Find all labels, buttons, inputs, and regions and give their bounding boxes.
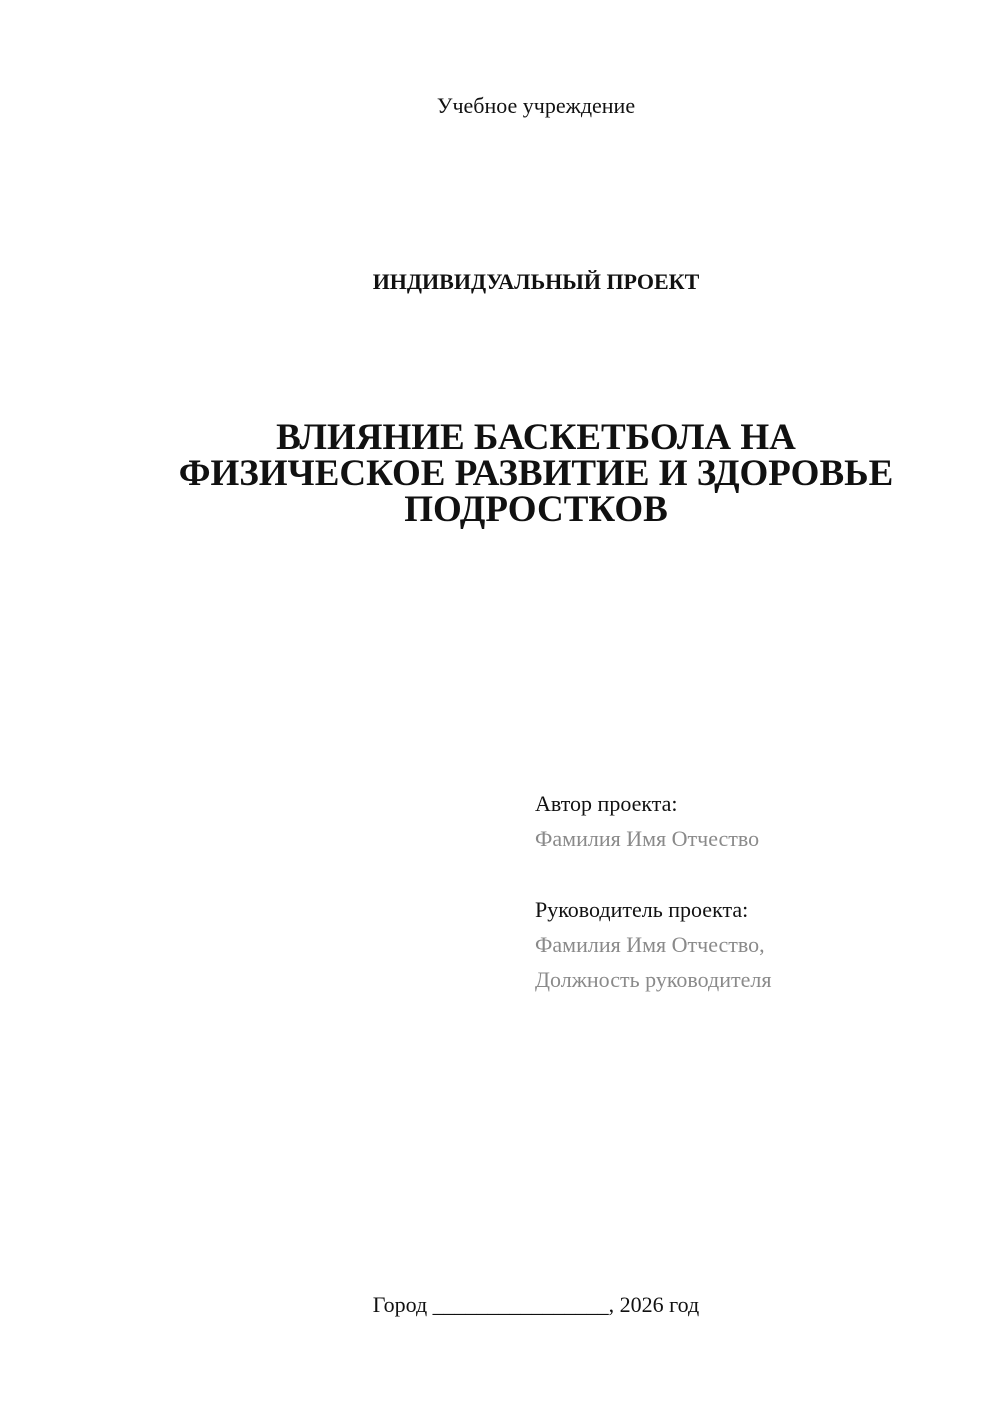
year-text: , 2026 год bbox=[608, 1292, 700, 1317]
project-title bbox=[100, 417, 972, 530]
supervisor-position-placeholder: Должность руководителя bbox=[535, 967, 772, 992]
city-label: Город bbox=[372, 1292, 428, 1317]
project-type-heading: ИНДИВИДУАЛЬНЫЙ ПРОЕКТ bbox=[372, 269, 700, 294]
supervisor-label: Руководитель проекта: bbox=[535, 897, 749, 922]
author-label: Автор проекта: bbox=[535, 791, 678, 816]
institution-name: Учебное учреждение bbox=[436, 93, 636, 118]
city-year-footer bbox=[0, 1290, 1000, 1320]
supervisor-block bbox=[535, 892, 975, 997]
city-blank-line: ________________ bbox=[432, 1292, 609, 1317]
project-title-line: ФИЗИЧЕСКОЕ РАЗВИТИЕ И ЗДОРОВЬЕ bbox=[178, 453, 894, 494]
author-name-placeholder: Фамилия Имя Отчество bbox=[535, 826, 760, 851]
project-title-line: ВЛИЯНИЕ БАСКЕТБОЛА НА bbox=[276, 417, 796, 458]
supervisor-name-placeholder: Фамилия Имя Отчество, bbox=[535, 932, 765, 957]
author-block bbox=[535, 786, 975, 856]
project-title-line: ПОДРОСТКОВ bbox=[404, 489, 668, 530]
